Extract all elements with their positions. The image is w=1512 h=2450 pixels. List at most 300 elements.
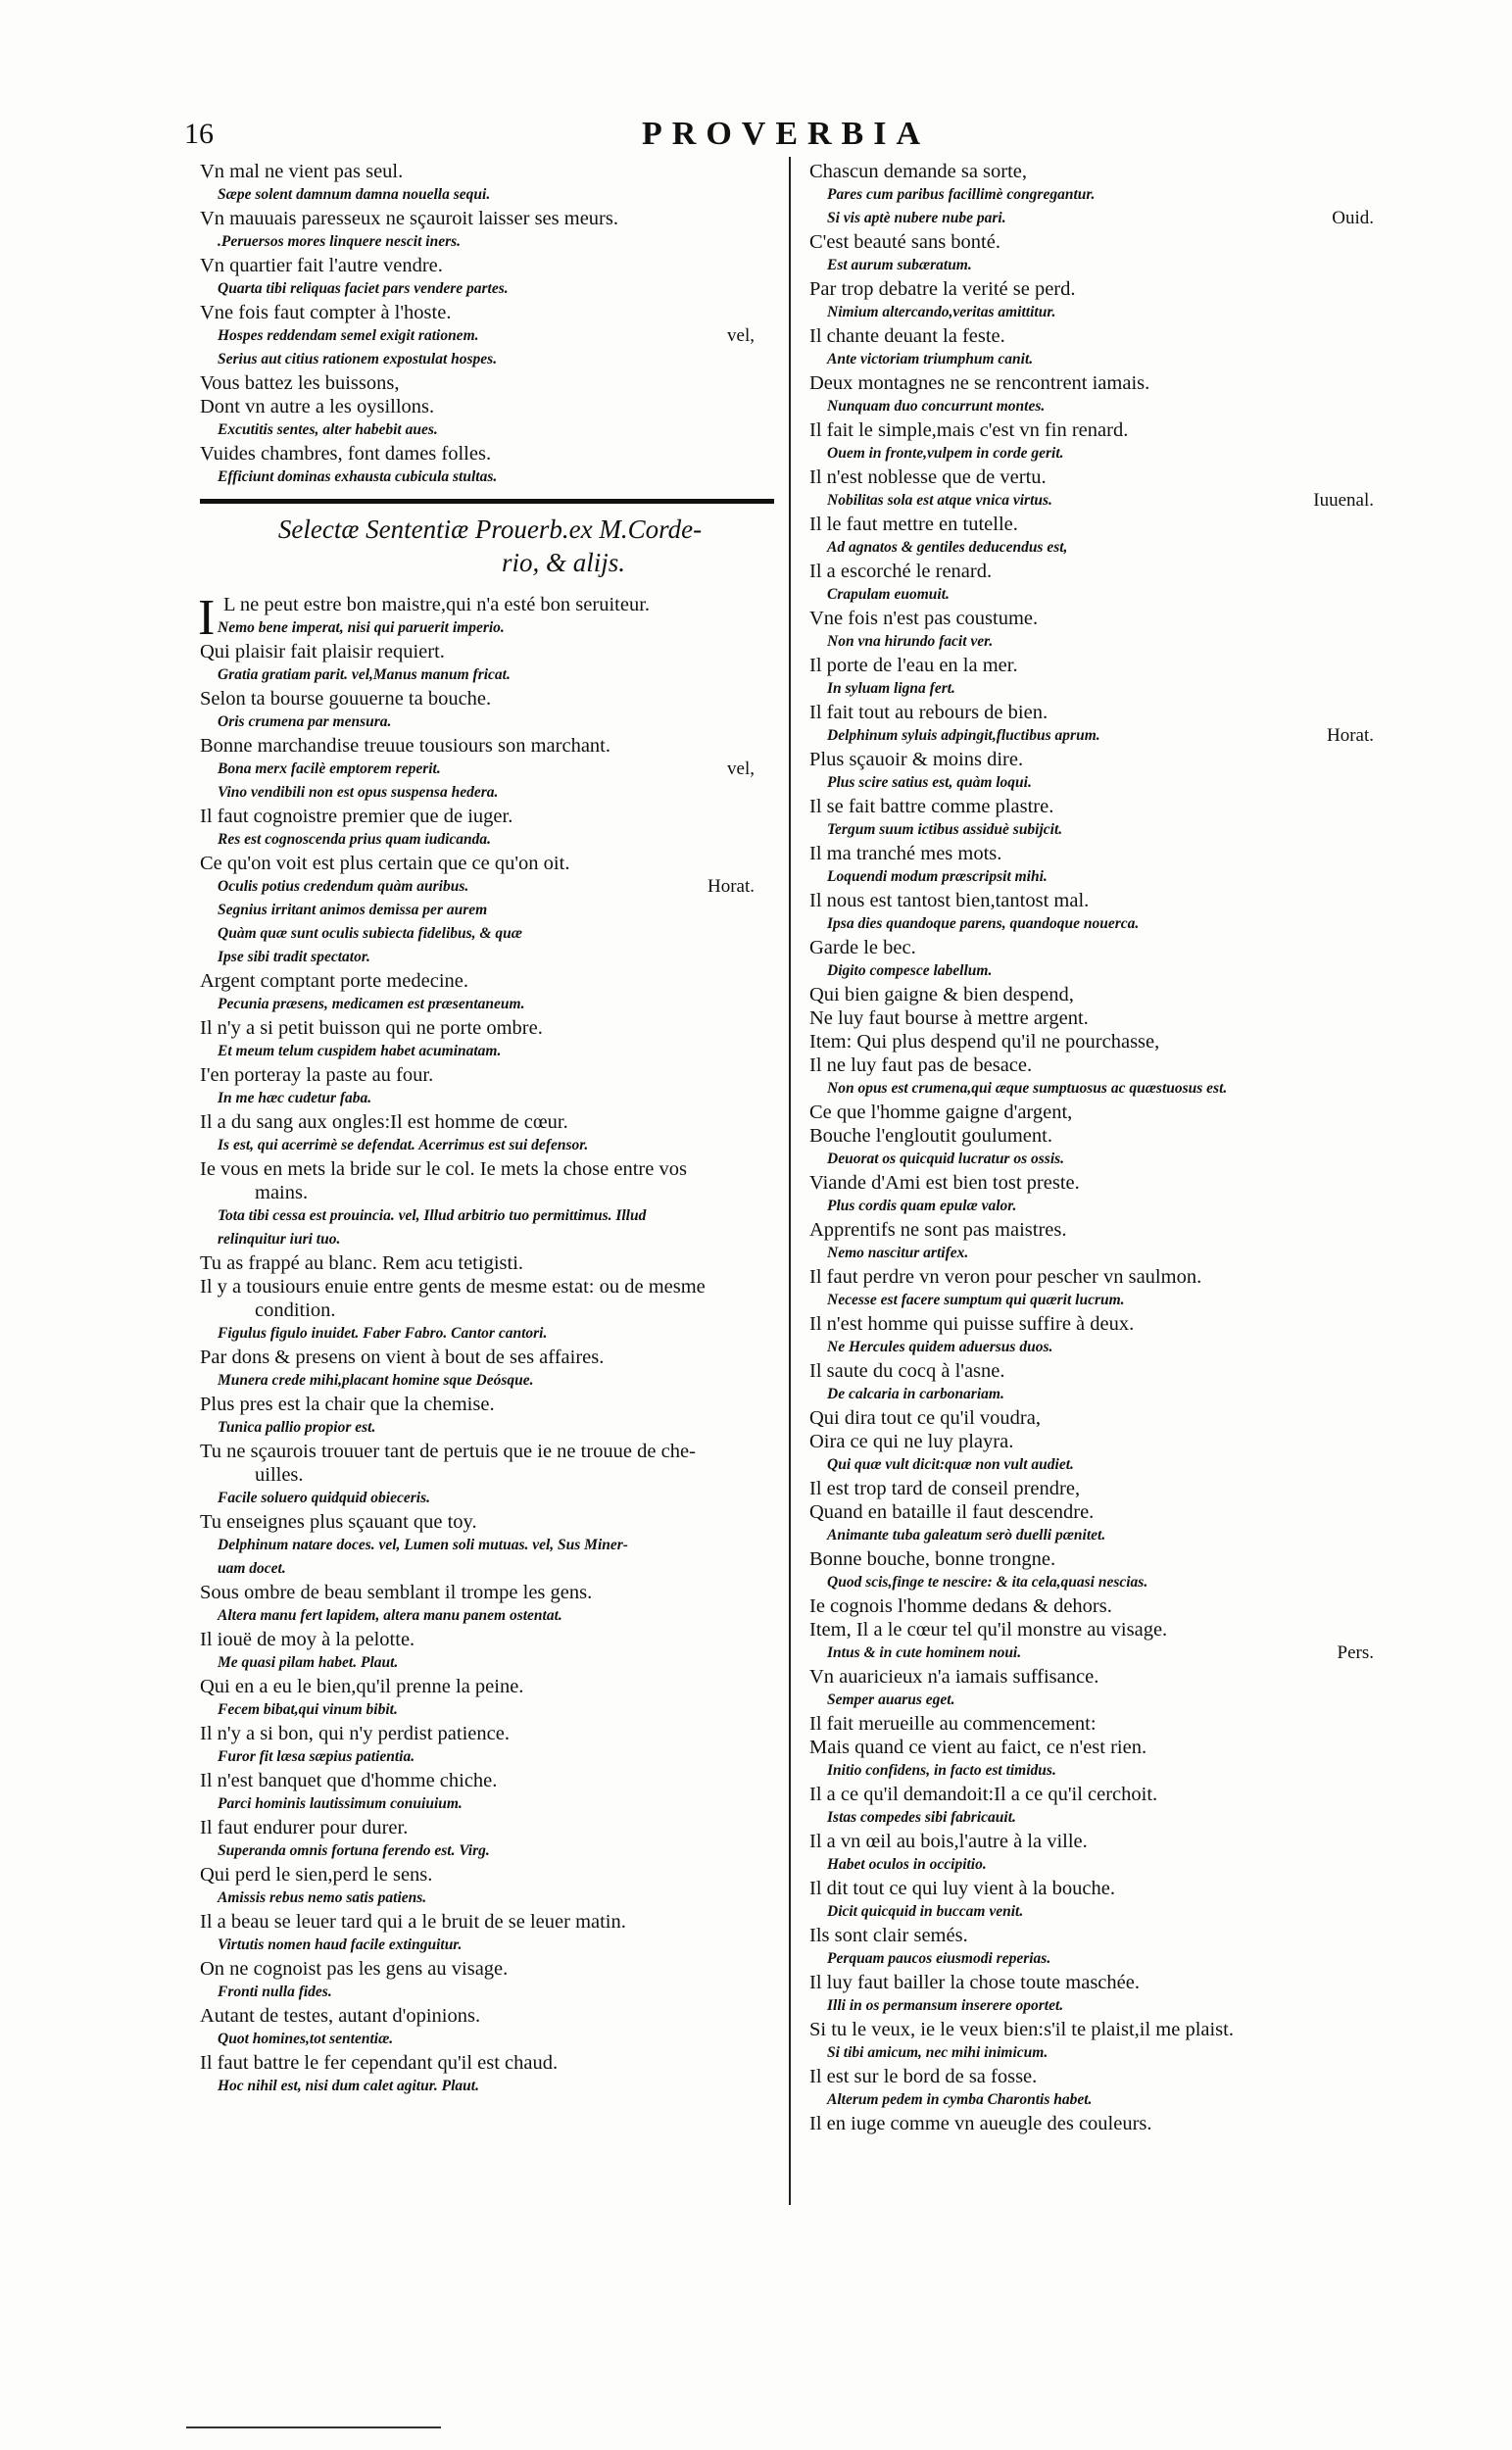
french-proverb bbox=[805, 1218, 1393, 1242]
latin-gloss bbox=[196, 899, 774, 922]
line-text: Oris crumena par mensura. bbox=[218, 713, 392, 730]
line-text: Excutitis sentes, alter habebit aues. bbox=[218, 421, 438, 438]
line-text: Il faut battre le fer cependant qu'il est chaud. bbox=[200, 2052, 559, 2074]
latin-gloss bbox=[805, 1148, 1393, 1171]
line-text: Il fait tout au rebours de bien. bbox=[809, 702, 1049, 723]
line-text: Vn mauuais paresseux ne sçauroit laisser ses meurs. bbox=[200, 208, 618, 229]
latin-gloss bbox=[805, 959, 1393, 983]
line-text: Delphinum syluis adpingit,fluctibus aprum. bbox=[827, 727, 1100, 744]
latin-gloss bbox=[196, 2028, 774, 2051]
latin-gloss bbox=[196, 1534, 774, 1557]
line-text: Qui quæ vult dicit:quæ non vult audiet. bbox=[827, 1456, 1074, 1473]
line-text: Plus pres est la chair que la chemise. bbox=[200, 1394, 495, 1415]
french-proverb bbox=[805, 1783, 1393, 1806]
line-text: Ce que l'homme gaigne d'argent, bbox=[809, 1102, 1073, 1123]
line-text: Tu as frappé au blanc. Rem acu tetigisti. bbox=[200, 1252, 524, 1274]
line-text: Vne fois faut compter à l'hoste. bbox=[200, 302, 452, 323]
line-text: Il y a tousiours enuie entre gents de mesme estat: ou de mesme bbox=[200, 1276, 706, 1298]
line-text: Figulus figulo inuidet. Faber Fabro. Cantor cantori. bbox=[218, 1325, 548, 1342]
latin-gloss bbox=[196, 1745, 774, 1769]
latin-gloss bbox=[196, 1604, 774, 1628]
french-proverb bbox=[805, 513, 1393, 536]
line-text: Vn quartier fait l'autre vendre. bbox=[200, 255, 443, 276]
french-proverb bbox=[805, 795, 1393, 818]
line-text: Ne luy faut bourse à mettre argent. bbox=[809, 1007, 1089, 1029]
french-proverb bbox=[196, 1016, 774, 1040]
latin-gloss bbox=[196, 1228, 774, 1251]
margin-annotation: Horat. bbox=[707, 876, 755, 897]
line-text: Gratia gratiam parit. vel,Manus manum fricat. bbox=[218, 666, 511, 683]
section-divider-rule bbox=[196, 489, 774, 513]
latin-gloss bbox=[196, 183, 774, 207]
line-text: De calcaria in carbonariam. bbox=[827, 1386, 1004, 1402]
line-text: Il n'y a si petit buisson qui ne porte ombre. bbox=[200, 1017, 543, 1039]
line-text: Is est, qui acerrimè se defendat. Acerrimus est sui defensor. bbox=[218, 1137, 589, 1153]
latin-gloss bbox=[805, 912, 1393, 936]
french-proverb bbox=[196, 640, 774, 663]
line-text: Nemo nascitur artifex. bbox=[827, 1245, 969, 1261]
line-text: Efficiunt dominas exhausta cubicula stultas. bbox=[218, 468, 498, 485]
french-proverb bbox=[805, 889, 1393, 912]
french-proverb bbox=[805, 1124, 1393, 1148]
line-text: Bonne marchandise treuue tousiours son marchant. bbox=[200, 735, 610, 757]
line-text: On ne cognoist pas les gens au visage. bbox=[200, 1958, 509, 1980]
latin-gloss bbox=[805, 630, 1393, 654]
latin-gloss bbox=[196, 1204, 774, 1228]
line-text: Quot homines,tot sententiæ. bbox=[218, 2031, 394, 2047]
line-text: .Peruersos mores linquere nescit iners. bbox=[218, 233, 462, 250]
line-text: Viande d'Ami est bien tost preste. bbox=[809, 1172, 1080, 1194]
french-proverb bbox=[805, 466, 1393, 489]
line-text: Qui plaisir fait plaisir requiert. bbox=[200, 641, 445, 662]
line-text: Il a ce qu'il demandoit:Il a ce qu'il cerchoit. bbox=[809, 1784, 1158, 1805]
line-text: L ne peut estre bon maistre,qui n'a esté bon seruiteur. bbox=[223, 594, 651, 615]
latin-gloss bbox=[805, 254, 1393, 277]
french-proverb bbox=[196, 2051, 774, 2075]
line-text: Quarta tibi reliquas faciet pars vendere partes. bbox=[218, 280, 509, 297]
section-heading: Selectæ Sententiæ Prouerb.ex M.Corde- bbox=[277, 514, 703, 544]
latin-gloss bbox=[805, 1853, 1393, 1877]
latin-gloss bbox=[805, 677, 1393, 701]
latin-gloss bbox=[196, 1040, 774, 1063]
french-proverb bbox=[196, 1581, 774, 1604]
line-text: Par trop debatre la verité se perd. bbox=[809, 278, 1076, 300]
french-proverb bbox=[805, 1054, 1393, 1077]
line-text: Initio confidens, in facto est timidus. bbox=[827, 1762, 1056, 1779]
line-text: Plus sçauoir & moins dire. bbox=[809, 749, 1024, 770]
line-text: Segnius irritant animos demissa per aurem bbox=[218, 902, 488, 918]
latin-gloss bbox=[196, 418, 774, 442]
latin-gloss bbox=[196, 875, 774, 899]
french-proverb bbox=[196, 1275, 774, 1298]
french-proverb bbox=[805, 1101, 1393, 1124]
line-text: Mais quand ce vient au faict, ce n'est rien. bbox=[809, 1737, 1147, 1758]
latin-gloss bbox=[196, 1487, 774, 1510]
line-text: Il saute du cocq à l'asne. bbox=[809, 1360, 1005, 1382]
french-proverb bbox=[196, 1251, 774, 1275]
latin-gloss bbox=[805, 536, 1393, 560]
line-text: Qui perd le sien,perd le sens. bbox=[200, 1864, 433, 1886]
latin-gloss bbox=[196, 1792, 774, 1816]
latin-gloss bbox=[805, 395, 1393, 418]
latin-gloss bbox=[805, 724, 1393, 748]
line-text: Facile soluero quidquid obieceris. bbox=[218, 1490, 430, 1506]
footer-rule bbox=[186, 2426, 441, 2428]
line-text: Il chante deuant la feste. bbox=[809, 325, 1005, 347]
margin-annotation: Horat. bbox=[1326, 725, 1374, 746]
latin-gloss bbox=[196, 1698, 774, 1722]
line-text: Intus & in cute hominem noui. bbox=[827, 1644, 1022, 1661]
line-text: Tota tibi cessa est prouincia. vel, Illud arbitrio tuo permittimus. Illud bbox=[218, 1207, 647, 1224]
line-text: Me quasi pilam habet. Plaut. bbox=[218, 1654, 399, 1671]
line-text: Qui en a eu le bien,qu'il prenne la peine. bbox=[200, 1676, 524, 1697]
french-proverb bbox=[196, 593, 774, 616]
line-text: Illi in os permansum inserere oportet. bbox=[827, 1997, 1064, 2014]
latin-gloss bbox=[805, 1642, 1393, 1665]
french-proverb bbox=[196, 1463, 774, 1487]
page-header bbox=[0, 116, 1512, 155]
latin-gloss bbox=[805, 1289, 1393, 1312]
french-proverb bbox=[805, 2112, 1393, 2135]
line-text: Selon ta bourse gouuerne ta bouche. bbox=[200, 688, 492, 710]
line-text: C'est beauté sans bonté. bbox=[809, 231, 1000, 253]
line-text: Il est trop tard de conseil prendre, bbox=[809, 1478, 1081, 1499]
latin-gloss bbox=[196, 616, 774, 640]
line-text: relinquitur iuri tuo. bbox=[218, 1231, 341, 1248]
french-proverb bbox=[196, 1157, 774, 1181]
french-proverb bbox=[805, 1547, 1393, 1571]
line-text: Il a escorché le renard. bbox=[809, 561, 993, 582]
latin-gloss bbox=[196, 1981, 774, 2004]
line-text: Vous battez les buissons, bbox=[200, 372, 400, 394]
french-proverb bbox=[196, 160, 774, 183]
french-proverb bbox=[805, 1312, 1393, 1336]
right-column-entries bbox=[805, 160, 1393, 2135]
french-proverb bbox=[196, 1298, 774, 1322]
latin-gloss bbox=[196, 946, 774, 969]
line-text: Tu enseignes plus sçauant que toy. bbox=[200, 1511, 477, 1533]
french-proverb bbox=[196, 1769, 774, 1792]
french-proverb bbox=[805, 607, 1393, 630]
margin-annotation: vel, bbox=[727, 325, 755, 346]
french-proverb bbox=[196, 1346, 774, 1369]
line-text: Vn auaricieux n'a iamais suffisance. bbox=[809, 1666, 1099, 1688]
latin-gloss bbox=[196, 466, 774, 489]
french-proverb bbox=[196, 1510, 774, 1534]
latin-gloss bbox=[805, 1759, 1393, 1783]
line-text: Habet oculos in occipitio. bbox=[827, 1856, 987, 1873]
line-text: In syluam ligna fert. bbox=[827, 680, 955, 697]
line-text: Bonne bouche, bonne trongne. bbox=[809, 1548, 1056, 1570]
line-text: Et meum telum cuspidem habet acuminatam. bbox=[218, 1043, 502, 1059]
french-proverb bbox=[196, 1110, 774, 1134]
line-text: Item, Il a le cœur tel qu'il monstre au visage. bbox=[809, 1619, 1168, 1641]
french-proverb bbox=[196, 2004, 774, 2028]
line-text: Furor fit læsa sæpius patientia. bbox=[218, 1748, 415, 1765]
line-text: Il le faut mettre en tutelle. bbox=[809, 514, 1018, 535]
latin-gloss bbox=[805, 1689, 1393, 1712]
french-proverb bbox=[196, 254, 774, 277]
french-proverb bbox=[805, 1359, 1393, 1383]
french-proverb bbox=[196, 687, 774, 710]
french-proverb bbox=[805, 1877, 1393, 1900]
line-text: Oira ce qui ne luy playra. bbox=[809, 1431, 1014, 1452]
french-proverb bbox=[196, 301, 774, 324]
latin-gloss bbox=[196, 1087, 774, 1110]
line-text: mains. bbox=[255, 1182, 309, 1203]
line-text: Il faut cognoistre premier que de iuger. bbox=[200, 806, 513, 827]
line-text: Il faut perdre vn veron pour pescher vn saulmon. bbox=[809, 1266, 1202, 1288]
latin-gloss bbox=[196, 1369, 774, 1393]
line-text: Tunica pallio propior est. bbox=[218, 1419, 376, 1436]
line-text: Ne Hercules quidem aduersus duos. bbox=[827, 1339, 1053, 1355]
line-text: condition. bbox=[255, 1299, 336, 1321]
line-text: Qui dira tout ce qu'il voudra, bbox=[809, 1407, 1041, 1429]
line-text: Plus cordis quam epulæ valor. bbox=[827, 1198, 1017, 1214]
line-text: Il est sur le bord de sa fosse. bbox=[809, 2066, 1038, 2087]
line-text: Pares cum paribus facillimè congregantur. bbox=[827, 186, 1096, 203]
line-text: Il ma tranché mes mots. bbox=[809, 843, 1002, 864]
latin-gloss bbox=[805, 1242, 1393, 1265]
french-proverb bbox=[805, 1924, 1393, 1947]
french-proverb bbox=[805, 1500, 1393, 1524]
latin-gloss bbox=[196, 277, 774, 301]
line-text: Il faut endurer pour durer. bbox=[200, 1817, 409, 1838]
french-proverb bbox=[196, 1393, 774, 1416]
latin-gloss bbox=[196, 993, 774, 1016]
latin-gloss bbox=[805, 2088, 1393, 2112]
line-text: Chascun demande sa sorte, bbox=[809, 161, 1028, 182]
line-text: Quod scis,finge te nescire: & ita cela,quasi nescias. bbox=[827, 1574, 1148, 1591]
french-proverb bbox=[196, 969, 774, 993]
line-text: Crapulam euomuit. bbox=[827, 586, 950, 603]
french-proverb bbox=[196, 1181, 774, 1204]
line-text: Digito compesce labellum. bbox=[827, 962, 993, 979]
french-proverb bbox=[805, 2018, 1393, 2041]
french-proverb bbox=[805, 1971, 1393, 1994]
line-text: Oculis potius credendum quàm auribus. bbox=[218, 878, 469, 895]
latin-gloss bbox=[805, 207, 1393, 230]
line-text: Semper auarus eget. bbox=[827, 1691, 955, 1708]
french-proverb bbox=[805, 160, 1393, 183]
french-proverb bbox=[805, 1006, 1393, 1030]
line-text: Bona merx facilè emptorem reperit. bbox=[218, 760, 441, 777]
line-text: Il n'est homme qui puisse suffire à deux. bbox=[809, 1313, 1135, 1335]
french-proverb bbox=[805, 1618, 1393, 1642]
line-text: Amissis rebus nemo satis patiens. bbox=[218, 1889, 427, 1906]
french-proverb bbox=[805, 1171, 1393, 1195]
line-text: Altera manu fert lapidem, altera manu panem ostentat. bbox=[218, 1607, 562, 1624]
column-divider bbox=[789, 157, 791, 2205]
page-number: 16 bbox=[184, 118, 214, 150]
line-text: Il nous est tantost bien,tantost mal. bbox=[809, 890, 1090, 911]
line-text: Non vna hirundo facit ver. bbox=[827, 633, 994, 650]
latin-gloss bbox=[805, 1900, 1393, 1924]
line-text: Deuorat os quicquid lucratur os ossis. bbox=[827, 1151, 1065, 1167]
line-text: Parci hominis lautissimum conuiuium. bbox=[218, 1795, 463, 1812]
french-proverb bbox=[196, 1063, 774, 1087]
line-text: Est aurum subæratum. bbox=[827, 257, 972, 273]
line-text: Ouem in fronte,vulpem in corde gerit. bbox=[827, 445, 1064, 462]
line-text: Animante tuba galeatum serò duelli pænitet. bbox=[827, 1527, 1106, 1544]
french-proverb bbox=[805, 936, 1393, 959]
french-proverb bbox=[196, 805, 774, 828]
right-column bbox=[805, 160, 1393, 2135]
french-proverb bbox=[196, 1440, 774, 1463]
line-text: Il n'est banquet que d'homme chiche. bbox=[200, 1770, 498, 1791]
french-proverb bbox=[196, 442, 774, 466]
latin-gloss bbox=[196, 1934, 774, 1957]
french-proverb bbox=[805, 1430, 1393, 1453]
latin-gloss bbox=[805, 1806, 1393, 1830]
french-proverb bbox=[805, 2065, 1393, 2088]
line-text: Ie vous en mets la bride sur le col. Ie mets la chose entre vos bbox=[200, 1158, 687, 1180]
french-proverb bbox=[805, 701, 1393, 724]
line-text: Perquam paucos eiusmodi reperias. bbox=[827, 1950, 1051, 1967]
line-text: Argent comptant porte medecine. bbox=[200, 970, 468, 992]
line-text: Sous ombre de beau semblant il trompe les gens. bbox=[200, 1582, 593, 1603]
line-text: Serius aut citius rationem expostulat hospes. bbox=[218, 351, 498, 368]
line-text: Deux montagnes ne se rencontrent iamais. bbox=[809, 372, 1150, 394]
line-text: Il iouë de moy à la pelotte. bbox=[200, 1629, 415, 1650]
line-text: Il a du sang aux ongles:Il est homme de cœur. bbox=[200, 1111, 568, 1133]
line-text: Ipsa dies quandoque parens, quandoque nouerca. bbox=[827, 915, 1140, 932]
line-text: Loquendi modum præscripsit mihi. bbox=[827, 868, 1048, 885]
french-proverb bbox=[196, 1628, 774, 1651]
french-proverb bbox=[805, 1712, 1393, 1736]
line-text: Dont vn autre a les oysillons. bbox=[200, 396, 435, 417]
line-text: Si tibi amicum, nec mihi inimicum. bbox=[827, 2044, 1049, 2061]
latin-gloss bbox=[805, 2041, 1393, 2065]
line-text: Qui bien gaigne & bien despend, bbox=[809, 984, 1074, 1005]
latin-gloss bbox=[805, 1453, 1393, 1477]
line-text: Il n'est noblesse que de vertu. bbox=[809, 466, 1047, 488]
french-proverb bbox=[805, 1830, 1393, 1853]
french-proverb bbox=[805, 1594, 1393, 1618]
drop-cap: I bbox=[198, 590, 216, 646]
latin-gloss bbox=[805, 183, 1393, 207]
latin-gloss bbox=[196, 1557, 774, 1581]
line-text: Superanda omnis fortuna ferendo est. Virg. bbox=[218, 1842, 490, 1859]
margin-annotation: Ouid. bbox=[1332, 208, 1374, 228]
french-proverb bbox=[196, 1722, 774, 1745]
french-proverb bbox=[805, 1477, 1393, 1500]
line-text: Il luy faut bailler la chose toute maschée. bbox=[809, 1972, 1140, 1993]
line-text: Res est cognoscenda prius quam iudicanda. bbox=[218, 831, 492, 848]
latin-gloss bbox=[196, 230, 774, 254]
french-proverb bbox=[805, 277, 1393, 301]
french-proverb bbox=[196, 852, 774, 875]
latin-gloss bbox=[196, 663, 774, 687]
line-text: Necesse est facere sumptum qui quærit lucrum. bbox=[827, 1292, 1125, 1308]
line-text: Il se fait battre comme plastre. bbox=[809, 796, 1054, 817]
french-proverb bbox=[805, 654, 1393, 677]
latin-gloss bbox=[805, 818, 1393, 842]
line-text: Delphinum natare doces. vel, Lumen soli mutuas. vel, Sus Miner- bbox=[218, 1537, 628, 1553]
line-text: Dicit quicquid in buccam venit. bbox=[827, 1903, 1024, 1920]
line-text: Hoc nihil est, nisi dum calet agitur. Plaut. bbox=[218, 2078, 479, 2094]
left-column-entries bbox=[196, 590, 774, 2098]
latin-gloss bbox=[196, 1134, 774, 1157]
latin-gloss bbox=[805, 1077, 1393, 1101]
line-text: Il porte de l'eau en la mer. bbox=[809, 655, 1018, 676]
french-proverb bbox=[805, 324, 1393, 348]
latin-gloss bbox=[196, 2075, 774, 2098]
line-text: Il a vn œil au bois,l'autre à la ville. bbox=[809, 1831, 1088, 1852]
latin-gloss bbox=[805, 301, 1393, 324]
latin-gloss bbox=[196, 1886, 774, 1910]
section-heading-continued: rio, & alijs. bbox=[501, 548, 626, 577]
latin-gloss bbox=[805, 442, 1393, 466]
french-proverb bbox=[805, 1736, 1393, 1759]
latin-gloss bbox=[196, 758, 774, 781]
latin-gloss bbox=[805, 583, 1393, 607]
line-text: Vne fois n'est pas coustume. bbox=[809, 608, 1039, 629]
latin-gloss bbox=[805, 1571, 1393, 1594]
line-text: Bouche l'engloutit goulument. bbox=[809, 1125, 1052, 1147]
line-text: Ce qu'on voit est plus certain que ce qu'on oit. bbox=[200, 853, 570, 874]
line-text: Quand en bataille il faut descendre. bbox=[809, 1501, 1095, 1523]
french-proverb bbox=[196, 395, 774, 418]
french-proverb bbox=[805, 1030, 1393, 1054]
french-proverb bbox=[805, 560, 1393, 583]
line-text: Il ne luy faut pas de besace. bbox=[809, 1054, 1033, 1076]
latin-gloss bbox=[196, 324, 774, 348]
line-text: uilles. bbox=[255, 1464, 304, 1486]
french-proverb bbox=[805, 748, 1393, 771]
line-text: Il en iuge comme vn aueugle des couleurs. bbox=[809, 2113, 1152, 2134]
latin-gloss bbox=[196, 781, 774, 805]
french-proverb bbox=[805, 983, 1393, 1006]
latin-gloss bbox=[196, 1416, 774, 1440]
french-proverb bbox=[805, 230, 1393, 254]
line-text: Virtutis nomen haud facile extinguitur. bbox=[218, 1936, 463, 1953]
line-text: Istas compedes sibi fabricauit. bbox=[827, 1809, 1016, 1826]
line-text: I'en porteray la paste au four. bbox=[200, 1064, 434, 1086]
french-proverb bbox=[805, 1406, 1393, 1430]
line-text: Sæpe solent damnum damna nouella sequi. bbox=[218, 186, 491, 203]
line-text: Il n'y a si bon, qui n'y perdist patience. bbox=[200, 1723, 510, 1744]
latin-gloss bbox=[805, 1195, 1393, 1218]
french-proverb bbox=[805, 418, 1393, 442]
line-text: Tu ne sçaurois trouuer tant de pertuis que ie ne trouue de che- bbox=[200, 1441, 696, 1462]
line-text: Autant de testes, autant d'opinions. bbox=[200, 2005, 481, 2027]
line-text: Pecunia præsens, medicamen est præsentaneum. bbox=[218, 996, 525, 1012]
line-text: Fronti nulla fides. bbox=[218, 1984, 332, 2000]
latin-gloss bbox=[196, 828, 774, 852]
line-text: Nobilitas sola est atque vnica virtus. bbox=[827, 492, 1052, 509]
line-text: Il dit tout ce qui luy vient à la bouche. bbox=[809, 1878, 1115, 1899]
french-proverb bbox=[196, 1816, 774, 1839]
line-text: Nimium altercando,veritas amittitur. bbox=[827, 304, 1056, 320]
latin-gloss bbox=[196, 1651, 774, 1675]
french-proverb bbox=[196, 1863, 774, 1886]
latin-gloss bbox=[196, 710, 774, 734]
latin-gloss bbox=[805, 1524, 1393, 1547]
latin-gloss bbox=[805, 489, 1393, 513]
line-text: Ils sont clair semés. bbox=[809, 1925, 968, 1946]
latin-gloss bbox=[805, 1947, 1393, 1971]
latin-gloss bbox=[805, 348, 1393, 371]
french-proverb bbox=[196, 371, 774, 395]
french-proverb bbox=[196, 1957, 774, 1981]
margin-annotation: vel, bbox=[727, 759, 755, 779]
line-text: Garde le bec. bbox=[809, 937, 916, 958]
french-proverb bbox=[805, 842, 1393, 865]
line-text: Munera crede mihi,placant homine sque Deósque. bbox=[218, 1372, 534, 1389]
line-text: Il fait le simple,mais c'est vn fin renard. bbox=[809, 419, 1129, 441]
line-text: Par dons & presens on vient à bout de ses affaires. bbox=[200, 1347, 605, 1368]
